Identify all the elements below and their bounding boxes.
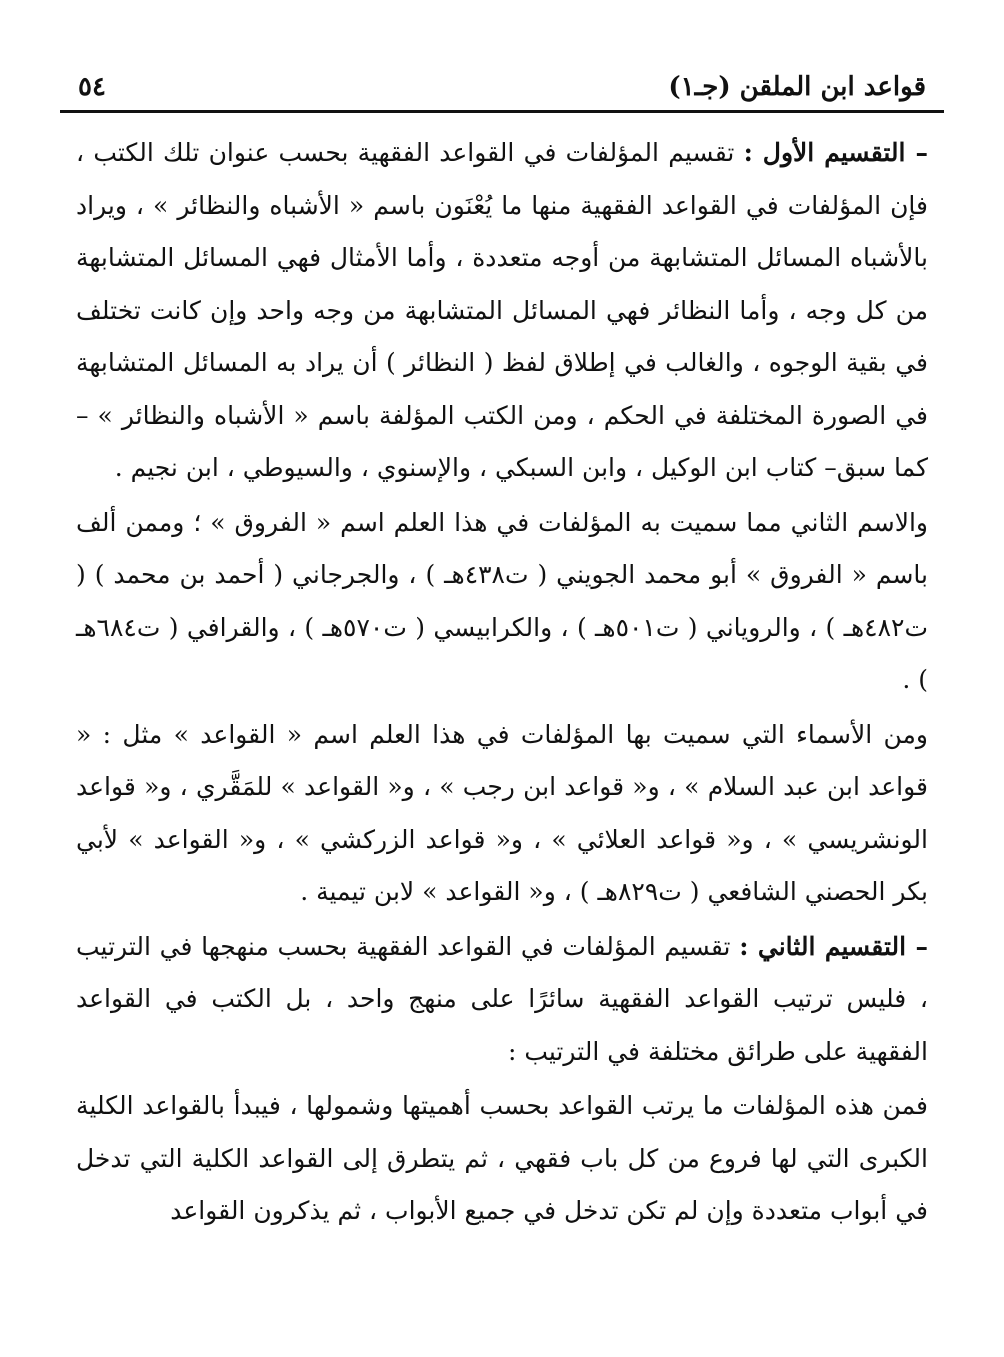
paragraph-text: تقسيم المؤلفات في القواعد الفقهية بحسب منهجها في الترتيب ، فليس ترتيب القواعد الفقهية سائرًا على منهج واحد ، بل الكتب في القواعد الفقهية على طرائق مختلفة في الترتيب : — [76, 931, 928, 1066]
page-number: ٥٤ — [78, 72, 106, 102]
paragraph-ordering — [76, 1080, 928, 1238]
section-heading-first: – التقسيم الأول : — [743, 138, 928, 167]
page-body — [60, 113, 944, 1238]
paragraph-text: ومن الأسماء التي سميت بها المؤلفات في هذا العلم اسم « القواعد » مثل : « قواعد ابن عبد السلام » ، و« قواعد ابن رجب » ، و« القواعد » للمَقَّري ، و« قواعد الونشريسي » ، و« قواعد العلائي » ، و« قواعد الزركشي » ، و« القواعد » لأبي بكر الحصني الشافعي ( ت٨٢٩هـ ) ، و« القواعد » لابن تيمية . — [76, 719, 928, 906]
page-header — [60, 50, 944, 113]
book-page — [60, 50, 944, 1240]
paragraph-text: فمن هذه المؤلفات ما يرتب القواعد بحسب أهميتها وشمولها ، فيبدأ بالقواعد الكلية الكبرى التي لها فروع من كل باب فقهي ، ثم يتطرق إلى القواعد الكلية التي تدخل في أبواب متعددة وإن لم تكن تدخل في جميع الأبواب ، ثم يذكرون القواعد — [76, 1091, 928, 1225]
paragraph-text: والاسم الثاني مما سميت به المؤلفات في هذا العلم اسم « الفروق » ؛ وممن ألف باسم « الفروق » أبو محمد الجويني ( ت٤٣٨هـ ) ، والجرجاني ( أحمد بن محمد ) ( ت٤٨٢هـ ) ، والروياني ( ت٥٠١هـ ) ، والكرابيسي ( ت٥٧٠هـ ) ، والقرافي ( ت٦٨٤هـ ) . — [76, 507, 929, 694]
paragraph-text: تقسيم المؤلفات في القواعد الفقهية بحسب عنوان تلك الكتب ، فإن المؤلفات في القواعد الفقهية منها ما يُعْنَون باسم « الأشباه والنظائر » ، ويراد بالأشباه المسائل المتشابهة من أوجه متعددة ، وأما الأمثال فهي المسائل المتشابهة من كل وجه ، وأما النظائر فهي المسائل المتشابهة من وجه واحد وإن كانت تختلف في بقية الوجوه ، والغالب في إطلاق لفظ ( النظائر ) أن يراد به المسائل المتشابهة في الصورة المختلفة في الحكم ، ومن الكتب المؤلفة باسم « الأشباه والنظائر » –كما سبق– كتاب ابن الوكيل ، وابن السبكي ، والإسنوي ، والسيوطي ، ابن نجيم . — [76, 138, 928, 482]
running-title: قواعد ابن الملقن (جـ١) — [668, 72, 926, 102]
paragraph-qawaid-names — [76, 709, 928, 919]
section-heading-second: – التقسيم الثاني : — [739, 931, 928, 961]
paragraph-furuq — [76, 497, 928, 707]
paragraph-first-division — [76, 127, 928, 495]
paragraph-second-division — [76, 921, 928, 1079]
